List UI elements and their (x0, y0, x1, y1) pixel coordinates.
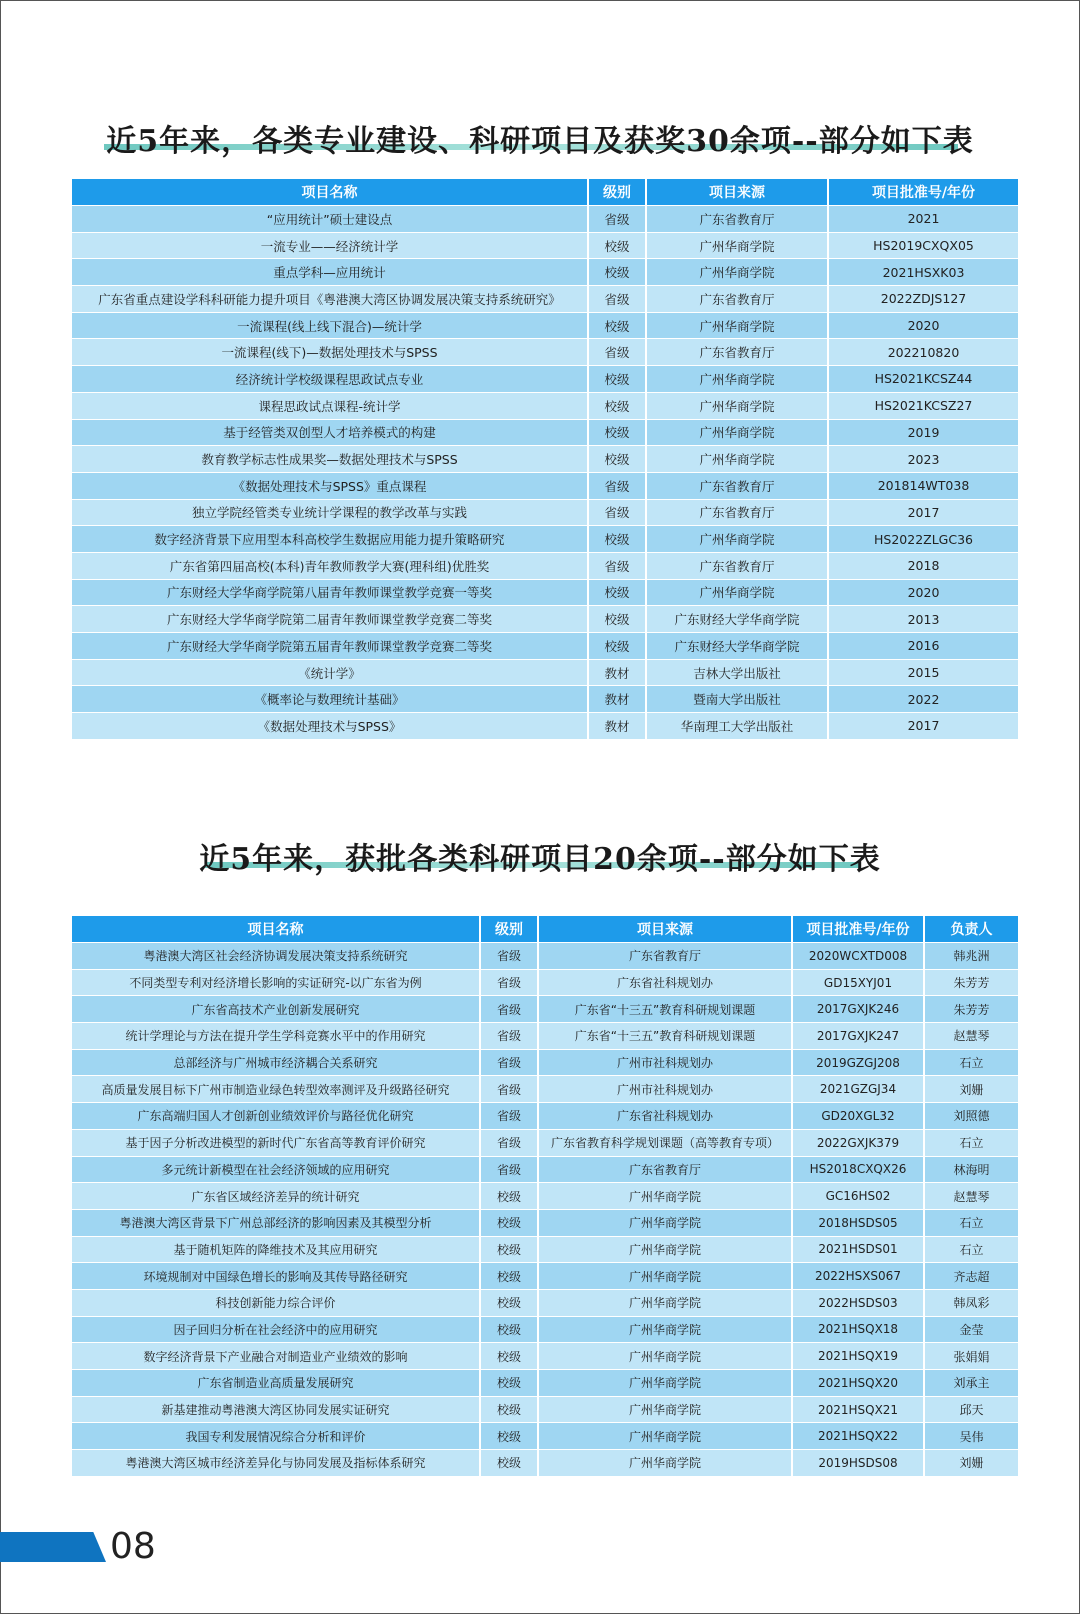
cell-project-name: 粤港澳大湾区背景下广州总部经济的影响因素及其模型分析 (72, 1209, 480, 1236)
cell-level: 校级 (588, 526, 646, 553)
cell-source: 广东省教育厅 (538, 943, 792, 970)
cell-source: 广州华商学院 (646, 259, 828, 286)
cell-approval-year: 2019 (828, 419, 1018, 446)
cell-level: 省级 (588, 499, 646, 526)
table-row (72, 969, 1018, 996)
research-projects-table (72, 916, 1018, 1476)
cell-level: 校级 (588, 633, 646, 660)
cell-level: 省级 (480, 1049, 538, 1076)
cell-approval-year: 2018 (828, 552, 1018, 579)
table-row (72, 633, 1018, 660)
table-row (72, 1049, 1018, 1076)
cell-project-name: 基于经管类双创型人才培养模式的构建 (72, 419, 588, 446)
cell-source: 华南理工大学出版社 (646, 713, 828, 739)
cell-leader: 刘姗 (924, 1450, 1018, 1476)
cell-source: 广东财经大学华商学院 (646, 606, 828, 633)
cell-level: 校级 (480, 1263, 538, 1290)
cell-approval-year: GC16HS02 (792, 1183, 924, 1210)
cell-leader: 韩兆洲 (924, 943, 1018, 970)
cell-leader: 石立 (924, 1209, 1018, 1236)
cell-source: 广州华商学院 (538, 1396, 792, 1423)
cell-leader: 韩凤彩 (924, 1289, 1018, 1316)
table-row (72, 996, 1018, 1023)
cell-approval-year: 2021HSQX21 (792, 1396, 924, 1423)
cell-source: 广州华商学院 (646, 446, 828, 473)
table-header-row (72, 916, 1018, 943)
cell-source: 广州华商学院 (646, 526, 828, 553)
cell-project-name: 广东省制造业高质量发展研究 (72, 1370, 480, 1397)
cell-level: 省级 (480, 1129, 538, 1156)
cell-level: 校级 (480, 1370, 538, 1397)
cell-level: 省级 (480, 996, 538, 1023)
cell-project-name: “应用统计”硕士建设点 (72, 206, 588, 233)
cell-approval-year: 202210820 (828, 339, 1018, 366)
cell-level: 校级 (480, 1396, 538, 1423)
table-row (72, 943, 1018, 970)
cell-level: 省级 (588, 206, 646, 233)
cell-approval-year: GD20XGL32 (792, 1103, 924, 1130)
cell-level: 校级 (480, 1183, 538, 1210)
cell-source: 广东省教育厅 (646, 286, 828, 313)
cell-approval-year: 2021 (828, 206, 1018, 233)
cell-approval-year: 2021HSQX18 (792, 1316, 924, 1343)
cell-leader: 林海明 (924, 1156, 1018, 1183)
cell-leader: 金莹 (924, 1316, 1018, 1343)
cell-project-name: 一流专业——经济统计学 (72, 232, 588, 259)
table-row (72, 1263, 1018, 1290)
table-row (72, 1129, 1018, 1156)
cell-level: 校级 (480, 1236, 538, 1263)
table-row (72, 606, 1018, 633)
cell-source: 广州华商学院 (538, 1343, 792, 1370)
cell-project-name: 广东高端归国人才创新创业绩效评价与路径优化研究 (72, 1103, 480, 1130)
cell-project-name: 一流课程(线下)—数据处理技术与SPSS (72, 339, 588, 366)
table-row (72, 1156, 1018, 1183)
cell-approval-year: HS2022ZLGC36 (828, 526, 1018, 553)
cell-project-name: 粤港澳大湾区社会经济协调发展决策支持系统研究 (72, 943, 480, 970)
cell-project-name: 数字经济背景下产业融合对制造业产业绩效的影响 (72, 1343, 480, 1370)
table-row (72, 339, 1018, 366)
table-row (72, 659, 1018, 686)
cell-approval-year: HS2018CXQX26 (792, 1156, 924, 1183)
cell-project-name: 教育教学标志性成果奖—数据处理技术与SPSS (72, 446, 588, 473)
cell-project-name: 广东财经大学华商学院第二届青年教师课堂教学竞赛二等奖 (72, 606, 588, 633)
cell-approval-year: 2021GZGJ34 (792, 1076, 924, 1103)
cell-approval-year: 2021HSQX20 (792, 1370, 924, 1397)
cell-leader: 石立 (924, 1236, 1018, 1263)
cell-source: 广州华商学院 (538, 1183, 792, 1210)
cell-approval-year: HS2021KCSZ44 (828, 366, 1018, 393)
cell-level: 省级 (480, 943, 538, 970)
cell-source: 广州华商学院 (646, 392, 828, 419)
cell-approval-year: 2021HSDS01 (792, 1236, 924, 1263)
cell-source: 广州华商学院 (538, 1316, 792, 1343)
table-row (72, 366, 1018, 393)
table-row (72, 552, 1018, 579)
cell-approval-year: 2017 (828, 713, 1018, 739)
cell-leader: 邱天 (924, 1396, 1018, 1423)
cell-source: 广州华商学院 (646, 232, 828, 259)
cell-level: 省级 (588, 472, 646, 499)
cell-project-name: 数字经济背景下应用型本科高校学生数据应用能力提升策略研究 (72, 526, 588, 553)
table-row (72, 206, 1018, 233)
cell-approval-year: 2022HSDS03 (792, 1289, 924, 1316)
table-row (72, 1236, 1018, 1263)
cell-source: 广东省教育厅 (646, 499, 828, 526)
cell-project-name: 基于因子分析改进模型的新时代广东省高等教育评价研究 (72, 1129, 480, 1156)
cell-source: 广州华商学院 (538, 1289, 792, 1316)
section-title-2: 近5年来，获批各类科研项目20余项--部分如下表 (199, 842, 881, 877)
cell-project-name: 重点学科—应用统计 (72, 259, 588, 286)
cell-source: 广东省社科规划办 (538, 969, 792, 996)
cell-leader: 朱芳芳 (924, 996, 1018, 1023)
cell-project-name: 总部经济与广州城市经济耦合关系研究 (72, 1049, 480, 1076)
cell-source: 广东财经大学华商学院 (646, 633, 828, 660)
cell-leader: 石立 (924, 1049, 1018, 1076)
cell-level: 校级 (480, 1316, 538, 1343)
cell-leader: 刘承主 (924, 1370, 1018, 1397)
cell-leader: 朱芳芳 (924, 969, 1018, 996)
table-row (72, 419, 1018, 446)
table-row (72, 579, 1018, 606)
cell-level: 教材 (588, 686, 646, 713)
cell-level: 省级 (480, 1023, 538, 1050)
cell-level: 校级 (588, 419, 646, 446)
cell-project-name: 统计学理论与方法在提升学生学科竞赛水平中的作用研究 (72, 1023, 480, 1050)
table-row (72, 472, 1018, 499)
projects-awards-table (72, 179, 1018, 739)
cell-project-name: 环境规制对中国绿色增长的影响及其传导路径研究 (72, 1263, 480, 1290)
cell-source: 吉林大学出版社 (646, 659, 828, 686)
cell-source: 广东省教育厅 (646, 472, 828, 499)
cell-leader: 刘姗 (924, 1076, 1018, 1103)
cell-source: 广州华商学院 (538, 1370, 792, 1397)
cell-source: 广州华商学院 (646, 366, 828, 393)
header-level: 级别 (480, 916, 538, 943)
table-row (72, 392, 1018, 419)
cell-approval-year: 2023 (828, 446, 1018, 473)
cell-source: 广东省教育厅 (646, 552, 828, 579)
table-row (72, 1450, 1018, 1476)
cell-approval-year: 2020 (828, 579, 1018, 606)
cell-source: 广东省社科规划办 (538, 1103, 792, 1130)
cell-level: 校级 (480, 1343, 538, 1370)
cell-level: 校级 (588, 606, 646, 633)
cell-level: 校级 (588, 392, 646, 419)
cell-approval-year: 2021HSQX19 (792, 1343, 924, 1370)
cell-level: 校级 (588, 366, 646, 393)
cell-project-name: 高质量发展目标下广州市制造业绿色转型效率测评及升级路径研究 (72, 1076, 480, 1103)
table-row (72, 499, 1018, 526)
cell-source: 广东省“十三五”教育科研规划课题 (538, 1023, 792, 1050)
cell-approval-year: 2020WCXTD008 (792, 943, 924, 970)
cell-level: 校级 (480, 1289, 538, 1316)
cell-leader: 赵慧琴 (924, 1183, 1018, 1210)
cell-approval-year: 2018HSDS05 (792, 1209, 924, 1236)
cell-project-name: 广东财经大学华商学院第八届青年教师课堂教学竞赛一等奖 (72, 579, 588, 606)
header-source: 项目来源 (646, 179, 828, 206)
cell-approval-year: 2021HSQX22 (792, 1423, 924, 1450)
cell-project-name: 粤港澳大湾区城市经济差异化与协同发展及指标体系研究 (72, 1450, 480, 1476)
header-project-name: 项目名称 (72, 916, 480, 943)
cell-project-name: 科技创新能力综合评价 (72, 1289, 480, 1316)
cell-level: 教材 (588, 659, 646, 686)
table-row (72, 259, 1018, 286)
cell-approval-year: 2017GXJK246 (792, 996, 924, 1023)
table-row (72, 446, 1018, 473)
cell-project-name: 《数据处理技术与SPSS》重点课程 (72, 472, 588, 499)
cell-approval-year: 2019GZGJ208 (792, 1049, 924, 1076)
table-row (72, 286, 1018, 313)
table-row (72, 1343, 1018, 1370)
cell-approval-year: 2019HSDS08 (792, 1450, 924, 1476)
cell-approval-year: 201814WT038 (828, 472, 1018, 499)
cell-source: 广州华商学院 (646, 579, 828, 606)
table-row (72, 232, 1018, 259)
cell-approval-year: GD15XYJ01 (792, 969, 924, 996)
cell-project-name: 《数据处理技术与SPSS》 (72, 713, 588, 739)
cell-leader: 刘照德 (924, 1103, 1018, 1130)
table-row (72, 1076, 1018, 1103)
cell-source: 广州华商学院 (538, 1209, 792, 1236)
cell-project-name: 经济统计学校级课程思政试点专业 (72, 366, 588, 393)
cell-project-name: 基于随机矩阵的降维技术及其应用研究 (72, 1236, 480, 1263)
cell-approval-year: 2022HSXS067 (792, 1263, 924, 1290)
cell-project-name: 广东省第四届高校(本科)青年教师教学大赛(理科组)优胜奖 (72, 552, 588, 579)
cell-project-name: 广东省区域经济差异的统计研究 (72, 1183, 480, 1210)
cell-leader: 张娟娟 (924, 1343, 1018, 1370)
cell-project-name: 多元统计新模型在社会经济领域的应用研究 (72, 1156, 480, 1183)
cell-approval-year: 2017 (828, 499, 1018, 526)
cell-approval-year: 2016 (828, 633, 1018, 660)
table-row (72, 1396, 1018, 1423)
cell-approval-year: 2015 (828, 659, 1018, 686)
cell-source: 广州华商学院 (646, 312, 828, 339)
cell-project-name: 《概率论与数理统计基础》 (72, 686, 588, 713)
cell-project-name: 不同类型专利对经济增长影响的实证研究-以广东省为例 (72, 969, 480, 996)
cell-source: 广州市社科规划办 (538, 1049, 792, 1076)
cell-source: 广东省教育科学规划课题（高等教育专项） (538, 1129, 792, 1156)
cell-source: 广东省“十三五”教育科研规划课题 (538, 996, 792, 1023)
table-row (72, 312, 1018, 339)
cell-source: 广州华商学院 (538, 1263, 792, 1290)
table-header-row (72, 179, 1018, 206)
cell-level: 校级 (588, 259, 646, 286)
cell-source: 广东省教育厅 (538, 1156, 792, 1183)
cell-approval-year: 2021HSXK03 (828, 259, 1018, 286)
header-approval-year: 项目批准号/年份 (792, 916, 924, 943)
section-title-1: 近5年来，各类专业建设、科研项目及获奖30余项--部分如下表 (106, 124, 974, 159)
cell-level: 省级 (480, 1076, 538, 1103)
table-row (72, 1209, 1018, 1236)
cell-leader: 吴伟 (924, 1423, 1018, 1450)
cell-project-name: 广东省重点建设学科科研能力提升项目《粤港澳大湾区协调发展决策支持系统研究》 (72, 286, 588, 313)
cell-project-name: 课程思政试点课程-统计学 (72, 392, 588, 419)
cell-approval-year: HS2019CXQX05 (828, 232, 1018, 259)
cell-approval-year: 2013 (828, 606, 1018, 633)
cell-source: 广州华商学院 (538, 1236, 792, 1263)
cell-source: 广东省教育厅 (646, 339, 828, 366)
cell-source: 广东省教育厅 (646, 206, 828, 233)
cell-level: 校级 (588, 232, 646, 259)
cell-level: 省级 (480, 1103, 538, 1130)
cell-level: 教材 (588, 713, 646, 739)
cell-approval-year: 2017GXJK247 (792, 1023, 924, 1050)
cell-level: 省级 (588, 339, 646, 366)
cell-project-name: 新基建推动粤港澳大湾区协同发展实证研究 (72, 1396, 480, 1423)
cell-level: 校级 (480, 1209, 538, 1236)
cell-project-name: 我国专利发展情况综合分析和评价 (72, 1423, 480, 1450)
cell-source: 广州华商学院 (538, 1423, 792, 1450)
cell-approval-year: HS2021KCSZ27 (828, 392, 1018, 419)
header-source: 项目来源 (538, 916, 792, 943)
table-row (72, 686, 1018, 713)
cell-level: 校级 (480, 1450, 538, 1476)
cell-approval-year: 2022ZDJS127 (828, 286, 1018, 313)
cell-source: 暨南大学出版社 (646, 686, 828, 713)
cell-level: 校级 (480, 1423, 538, 1450)
page-tab (0, 1532, 106, 1562)
table-row (72, 1316, 1018, 1343)
header-leader: 负责人 (924, 916, 1018, 943)
table-row (72, 1023, 1018, 1050)
table-row (72, 526, 1018, 553)
header-level: 级别 (588, 179, 646, 206)
cell-approval-year: 2022 (828, 686, 1018, 713)
cell-project-name: 独立学院经管类专业统计学课程的教学改革与实践 (72, 499, 588, 526)
cell-level: 省级 (588, 286, 646, 313)
cell-approval-year: 2022GXJK379 (792, 1129, 924, 1156)
cell-approval-year: 2020 (828, 312, 1018, 339)
table-row (72, 1183, 1018, 1210)
cell-project-name: 广东财经大学华商学院第五届青年教师课堂教学竞赛二等奖 (72, 633, 588, 660)
cell-level: 校级 (588, 312, 646, 339)
cell-project-name: 《统计学》 (72, 659, 588, 686)
cell-level: 校级 (588, 446, 646, 473)
cell-level: 省级 (480, 1156, 538, 1183)
cell-leader: 齐志超 (924, 1263, 1018, 1290)
page-number: 08 (110, 1526, 156, 1567)
cell-level: 校级 (588, 579, 646, 606)
cell-project-name: 因子回归分析在社会经济中的应用研究 (72, 1316, 480, 1343)
cell-project-name: 广东省高技术产业创新发展研究 (72, 996, 480, 1023)
cell-source: 广州市社科规划办 (538, 1076, 792, 1103)
cell-level: 省级 (588, 552, 646, 579)
cell-leader: 赵慧琴 (924, 1023, 1018, 1050)
cell-project-name: 一流课程(线上线下混合)—统计学 (72, 312, 588, 339)
cell-source: 广州华商学院 (646, 419, 828, 446)
cell-source: 广州华商学院 (538, 1450, 792, 1476)
cell-level: 省级 (480, 969, 538, 996)
table-row (72, 1289, 1018, 1316)
table-row (72, 713, 1018, 739)
header-approval-year: 项目批准号/年份 (828, 179, 1018, 206)
table-row (72, 1103, 1018, 1130)
table-row (72, 1423, 1018, 1450)
table-row (72, 1370, 1018, 1397)
header-project-name: 项目名称 (72, 179, 588, 206)
cell-leader: 石立 (924, 1129, 1018, 1156)
